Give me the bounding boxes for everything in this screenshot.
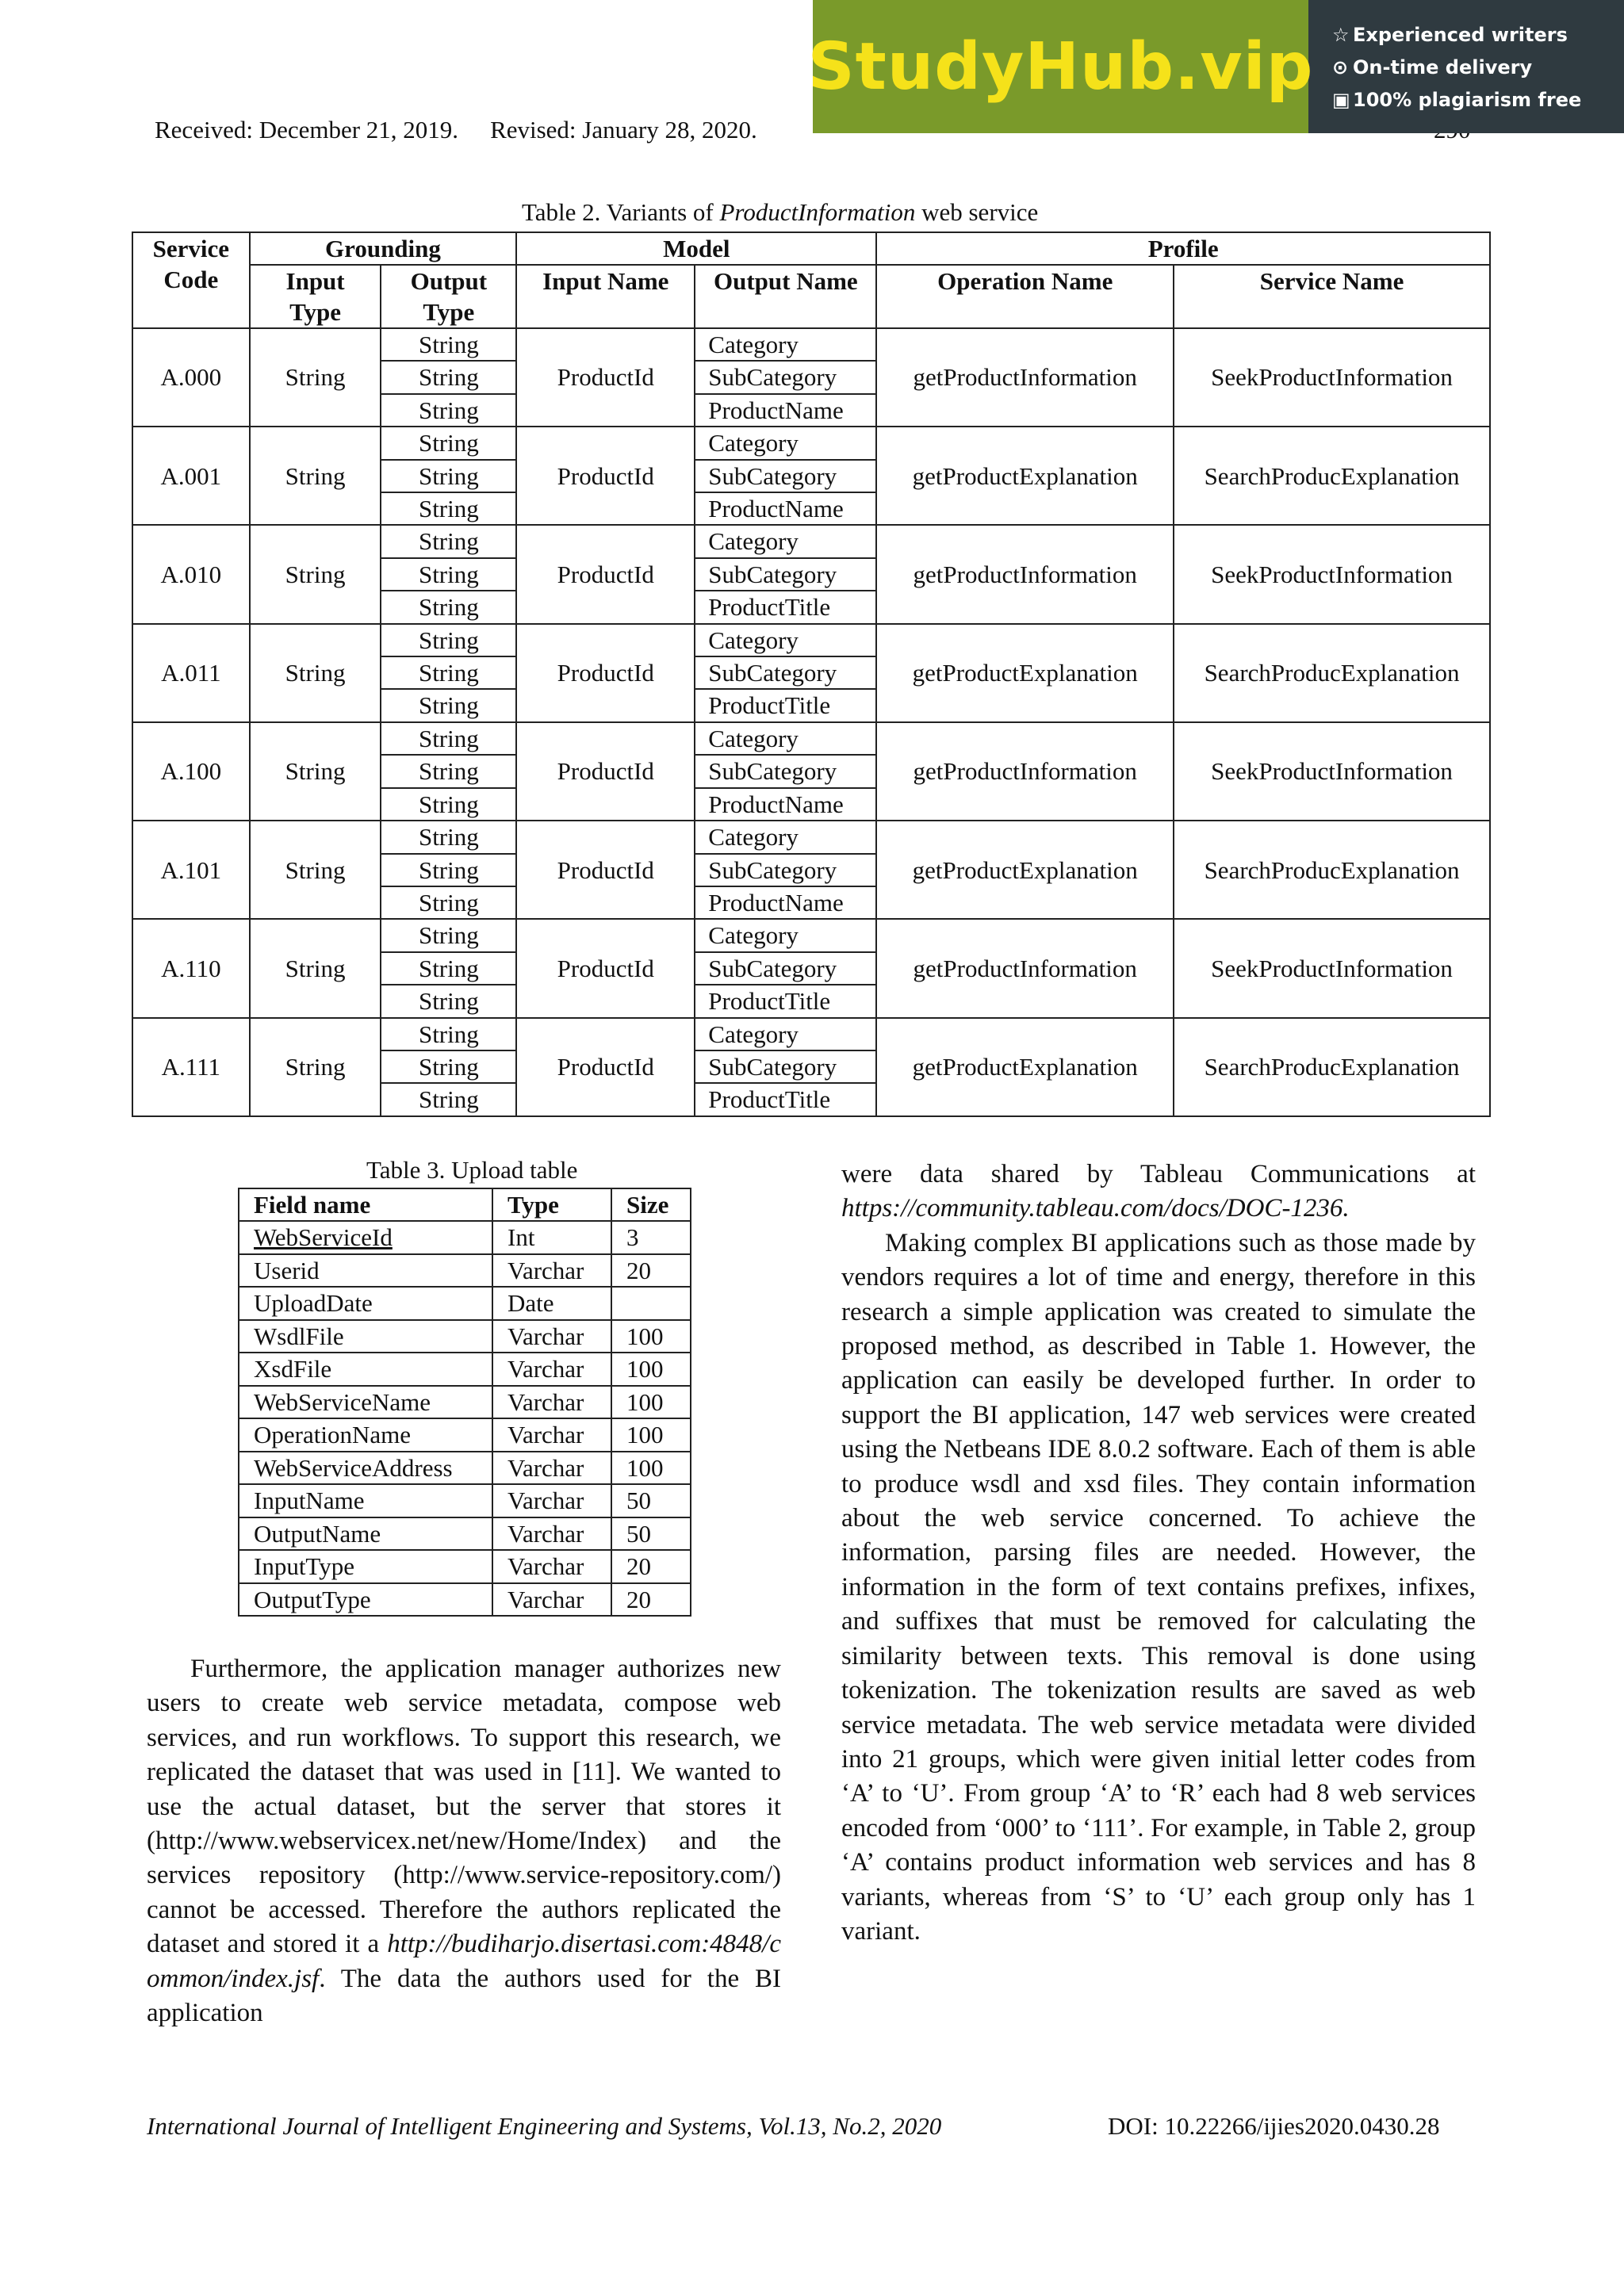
type-cell: Varchar xyxy=(492,1353,611,1386)
field-name-cell: WsdlFile xyxy=(239,1320,492,1353)
field-name-cell: Userid xyxy=(239,1254,492,1288)
output-name-cell: ProductTitle xyxy=(695,985,876,1017)
size-cell: 50 xyxy=(611,1517,691,1551)
field-name-cell: OutputType xyxy=(239,1583,492,1617)
table3-body xyxy=(239,1221,691,1616)
output-name-cell: SubCategory xyxy=(695,460,876,492)
studyhub-banner[interactable] xyxy=(807,0,1624,133)
table-row xyxy=(239,1287,691,1320)
revised-date: Revised: January 28, 2020. xyxy=(490,116,757,144)
output-name-cell: Category xyxy=(695,919,876,951)
input-type-cell: String xyxy=(250,1018,381,1116)
output-type-cell: String xyxy=(381,1083,516,1115)
output-name-cell: ProductTitle xyxy=(695,1083,876,1115)
output-type-cell: String xyxy=(381,755,516,787)
type-cell: Varchar xyxy=(492,1386,611,1419)
output-type-cell: String xyxy=(381,985,516,1017)
service-name-cell: SearchProducExplanation xyxy=(1174,1018,1490,1116)
right-paragraph-continued: were data shared by Tableau Communications at https://community.tableau.com/docs/DOC-1236. xyxy=(841,1160,1476,1223)
output-name-cell: ProductName xyxy=(695,394,876,427)
type-cell: Varchar xyxy=(492,1254,611,1288)
output-name-cell: ProductTitle xyxy=(695,689,876,721)
table-row xyxy=(239,1221,691,1254)
table-row xyxy=(239,1517,691,1551)
operation-name-cell: getProductExplanation xyxy=(876,427,1174,525)
table2-body xyxy=(132,328,1490,1116)
received-date: Received: December 21, 2019. xyxy=(155,116,459,144)
output-type-cell: String xyxy=(381,656,516,689)
input-name-cell: ProductId xyxy=(516,1018,695,1116)
output-type-cell: String xyxy=(381,689,516,721)
service-code-cell: A.110 xyxy=(132,919,250,1017)
output-name-cell: ProductName xyxy=(695,492,876,525)
output-type-cell: String xyxy=(381,558,516,591)
header-size: Size xyxy=(611,1188,691,1221)
document-icon: ▣ xyxy=(1332,89,1350,111)
header-profile: Profile xyxy=(876,232,1490,265)
size-cell: 20 xyxy=(611,1550,691,1583)
operation-name-cell: getProductInformation xyxy=(876,919,1174,1017)
header-model: Model xyxy=(516,232,876,265)
output-name-cell: Category xyxy=(695,821,876,853)
output-type-cell: String xyxy=(381,591,516,623)
service-code-cell: A.011 xyxy=(132,624,250,722)
table3-upload-table xyxy=(238,1188,691,1617)
input-type-cell: String xyxy=(250,821,381,919)
field-name-cell: XsdFile xyxy=(239,1353,492,1386)
type-cell: Varchar xyxy=(492,1452,611,1485)
header-operation-name: Operation Name xyxy=(876,265,1174,328)
tableau-url[interactable]: https://community.tableau.com/docs/DOC-1236. xyxy=(841,1194,1350,1223)
input-name-cell: ProductId xyxy=(516,328,695,427)
size-cell xyxy=(611,1287,691,1320)
output-type-cell: String xyxy=(381,492,516,525)
output-name-cell: ProductTitle xyxy=(695,591,876,623)
service-name-cell: SeekProductInformation xyxy=(1174,525,1490,623)
table-row xyxy=(132,821,1490,853)
service-code-cell: A.000 xyxy=(132,328,250,427)
feature-on-time-delivery: ⊙ On-time delivery xyxy=(1332,52,1624,84)
service-name-cell: SearchProducExplanation xyxy=(1174,427,1490,525)
field-name-cell: InputType xyxy=(239,1550,492,1583)
input-name-cell: ProductId xyxy=(516,919,695,1017)
right-column-text xyxy=(841,1158,1476,1949)
clock-icon: ⊙ xyxy=(1332,56,1349,78)
table-row xyxy=(239,1353,691,1386)
output-type-cell: String xyxy=(381,854,516,886)
output-type-cell: String xyxy=(381,460,516,492)
service-code-cell: A.101 xyxy=(132,821,250,919)
table-row xyxy=(239,1452,691,1485)
operation-name-cell: getProductInformation xyxy=(876,328,1174,427)
operation-name-cell: getProductInformation xyxy=(876,722,1174,821)
journal-footer: International Journal of Intelligent Engineering and Systems, Vol.13, No.2, 2020 xyxy=(147,2112,942,2140)
header-output-name: Output Name xyxy=(695,265,876,328)
input-name-cell: ProductId xyxy=(516,525,695,623)
type-cell: Date xyxy=(492,1287,611,1320)
table-row xyxy=(132,722,1490,755)
header-input-type: Input Type xyxy=(250,265,381,328)
input-name-cell: ProductId xyxy=(516,722,695,821)
size-cell: 100 xyxy=(611,1386,691,1419)
output-type-cell: String xyxy=(381,952,516,985)
field-name-cell: UploadDate xyxy=(239,1287,492,1320)
input-name-cell: ProductId xyxy=(516,821,695,919)
type-cell: Varchar xyxy=(492,1583,611,1617)
table-row xyxy=(132,919,1490,951)
table-row xyxy=(132,427,1490,459)
output-type-cell: String xyxy=(381,624,516,656)
operation-name-cell: getProductExplanation xyxy=(876,624,1174,722)
output-type-cell: String xyxy=(381,821,516,853)
table2-caption: Table 2. Variants of ProductInformation web service xyxy=(522,198,1039,226)
right-paragraph-main: Making complex BI applications such as those made by vendors requires a lot of time and energy, therefore in this research a simple application was created to simulate the proposed method, as described in Table 1. However, the application can easily be developed further. In order to support the BI application, 147 web services were created using the Netbeans IDE 8.0.2 software. Each of them is able to produce wsdl and xsd files. They contain information about the web service concerned. To achieve the information, parsing files are needed. However, the information in the form of text contains prefixes, infixes, and suffixes that must be removed for calculating the similarity between texts. This removal is done using tokenization. The tokenization results are saved as web service metadata. The web service metadata were divided into 21 groups, which were given initial letter codes from ‘A’ to ‘U’. From group ‘A’ to ‘R’ each had 8 web services encoded from ‘000’ to ‘111’. For example, in Table 2, group ‘A’ contains product information web services and has 8 variants, whereas from ‘S’ to ‘U’ each group only has 1 variant. xyxy=(841,1228,1476,1946)
input-type-cell: String xyxy=(250,427,381,525)
table-row xyxy=(132,328,1490,361)
service-name-cell: SeekProductInformation xyxy=(1174,328,1490,427)
input-type-cell: String xyxy=(250,328,381,427)
size-cell: 50 xyxy=(611,1484,691,1517)
field-name-cell: WebServiceId xyxy=(239,1221,492,1254)
output-name-cell: SubCategory xyxy=(695,952,876,985)
table-row xyxy=(239,1583,691,1617)
size-cell: 100 xyxy=(611,1353,691,1386)
header-input-name: Input Name xyxy=(516,265,695,328)
service-code-cell: A.111 xyxy=(132,1018,250,1116)
operation-name-cell: getProductExplanation xyxy=(876,1018,1174,1116)
star-icon: ☆ xyxy=(1332,24,1350,46)
type-cell: Varchar xyxy=(492,1550,611,1583)
header-service-code: Service Code xyxy=(132,232,250,328)
field-name-cell: InputName xyxy=(239,1484,492,1517)
output-type-cell: String xyxy=(381,788,516,821)
table-row xyxy=(239,1418,691,1452)
output-name-cell: SubCategory xyxy=(695,755,876,787)
table-row xyxy=(239,1254,691,1288)
field-name-cell: WebServiceName xyxy=(239,1386,492,1419)
header-output-type: Output Type xyxy=(381,265,516,328)
input-name-cell: ProductId xyxy=(516,624,695,722)
budiharjo-url[interactable]: http://budiharjo.disertasi.com:4848/common/index.jsf xyxy=(147,1930,781,1993)
type-cell: Int xyxy=(492,1221,611,1254)
output-name-cell: Category xyxy=(695,624,876,656)
received-revised-line xyxy=(155,116,757,144)
header-field-name: Field name xyxy=(239,1188,492,1221)
table-row xyxy=(132,525,1490,557)
size-cell: 20 xyxy=(611,1254,691,1288)
service-name-cell: SearchProducExplanation xyxy=(1174,821,1490,919)
input-type-cell: String xyxy=(250,919,381,1017)
output-type-cell: String xyxy=(381,427,516,459)
webservicex-url[interactable]: (http://www.webservicex.net/new/Home/Index) xyxy=(147,1827,647,1856)
service-code-cell: A.010 xyxy=(132,525,250,623)
table2-product-information-variants xyxy=(132,232,1491,1117)
input-name-cell: ProductId xyxy=(516,427,695,525)
input-type-cell: String xyxy=(250,525,381,623)
output-type-cell: String xyxy=(381,394,516,427)
output-name-cell: ProductName xyxy=(695,788,876,821)
output-type-cell: String xyxy=(381,886,516,919)
output-name-cell: SubCategory xyxy=(695,1050,876,1083)
left-paragraph: Furthermore, the application manager authorizes new users to create web service metadata, compose web services, and run workflows. To support this research, we replicated the dataset that was used in [11]. We wanted to use the actual dataset, but the server that stores it (http://www.webservicex.net/new/Home/Index) and the services repository (http://www.service-repository.com/) cannot be accessed. Therefore the authors replicated the dataset and stored it a http://budiharjo.disertasi.com:4848/common/index.jsf. The data the authors used for the BI application xyxy=(147,1655,781,2028)
type-cell: Varchar xyxy=(492,1484,611,1517)
input-type-cell: String xyxy=(250,624,381,722)
table-row xyxy=(132,1018,1490,1050)
size-cell: 100 xyxy=(611,1452,691,1485)
table-row xyxy=(239,1320,691,1353)
field-name-cell: WebServiceAddress xyxy=(239,1452,492,1485)
type-cell: Varchar xyxy=(492,1517,611,1551)
size-cell: 20 xyxy=(611,1583,691,1617)
studyhub-logo[interactable]: StudyHub.vip xyxy=(813,0,1308,133)
header-grounding: Grounding xyxy=(250,232,517,265)
output-name-cell: Category xyxy=(695,722,876,755)
output-name-cell: SubCategory xyxy=(695,558,876,591)
output-name-cell: Category xyxy=(695,427,876,459)
size-cell: 100 xyxy=(611,1320,691,1353)
output-type-cell: String xyxy=(381,1018,516,1050)
output-type-cell: String xyxy=(381,328,516,361)
table-row xyxy=(239,1386,691,1419)
input-type-cell: String xyxy=(250,722,381,821)
table-row xyxy=(239,1484,691,1517)
output-type-cell: String xyxy=(381,1050,516,1083)
type-cell: Varchar xyxy=(492,1320,611,1353)
output-name-cell: SubCategory xyxy=(695,361,876,393)
banner-features xyxy=(1308,0,1624,133)
output-name-cell: Category xyxy=(695,328,876,361)
doi-footer: DOI: 10.22266/ijies2020.0430.28 xyxy=(1108,2112,1440,2140)
table3-caption: Table 3. Upload table xyxy=(366,1156,578,1184)
output-name-cell: Category xyxy=(695,1018,876,1050)
left-column-text xyxy=(147,1652,781,2030)
output-name-cell: SubCategory xyxy=(695,656,876,689)
size-cell: 100 xyxy=(611,1418,691,1452)
service-name-cell: SeekProductInformation xyxy=(1174,919,1490,1017)
output-name-cell: ProductName xyxy=(695,886,876,919)
table-row xyxy=(239,1550,691,1583)
output-type-cell: String xyxy=(381,525,516,557)
field-name-cell: OutputName xyxy=(239,1517,492,1551)
output-name-cell: Category xyxy=(695,525,876,557)
feature-plagiarism-free: ▣ 100% plagiarism free xyxy=(1332,84,1624,117)
field-name-cell: OperationName xyxy=(239,1418,492,1452)
output-name-cell: SubCategory xyxy=(695,854,876,886)
output-type-cell: String xyxy=(381,361,516,393)
header-type: Type xyxy=(492,1188,611,1221)
service-name-cell: SearchProducExplanation xyxy=(1174,624,1490,722)
output-type-cell: String xyxy=(381,919,516,951)
size-cell: 3 xyxy=(611,1221,691,1254)
table-row xyxy=(132,624,1490,656)
service-name-cell: SeekProductInformation xyxy=(1174,722,1490,821)
output-type-cell: String xyxy=(381,722,516,755)
header-service-name: Service Name xyxy=(1174,265,1490,328)
operation-name-cell: getProductInformation xyxy=(876,525,1174,623)
type-cell: Varchar xyxy=(492,1418,611,1452)
service-code-cell: A.100 xyxy=(132,722,250,821)
operation-name-cell: getProductExplanation xyxy=(876,821,1174,919)
feature-experienced-writers: ☆ Experienced writers xyxy=(1332,19,1624,52)
service-code-cell: A.001 xyxy=(132,427,250,525)
